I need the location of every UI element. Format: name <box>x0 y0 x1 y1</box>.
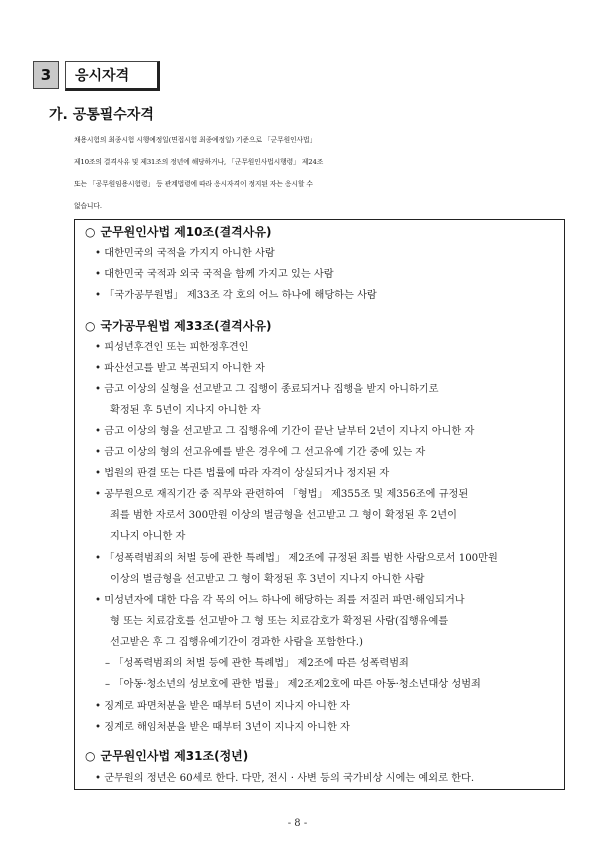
group-title <box>85 223 271 240</box>
list-item-continuation: 형 또는 치료감호를 선고받아 그 형 또는 치료감호가 확정된 사람(집행유예를 <box>110 615 449 627</box>
subsection-title: 가. 공통필수자격 <box>49 107 154 123</box>
list-item-continuation: 죄를 범한 자로서 300만원 이상의 벌금형을 선고받고 그 형이 확정된 후 2년이 <box>110 510 457 522</box>
intro-line: 채용시험의 최종시험 시행예정일(면접시험 최종예정일) 기준으로 「군무원인사법」 <box>74 136 317 144</box>
section-number: 3 <box>33 61 59 89</box>
group-title-text: 군무원인사법 제31조(정년) <box>100 749 249 764</box>
list-item: • 미성년자에 대한 다음 각 목의 어느 하나에 해당하는 죄를 저질러 파면·해임되거나 <box>95 594 465 606</box>
circle-bullet-icon: ○ <box>85 319 96 334</box>
list-item: • 대한민국 국적과 외국 국적을 함께 가지고 있는 사람 <box>95 269 334 281</box>
intro-line: 제10조의 결격사유 및 제31조의 정년에 해당하거나, 「군무원인사법시행령」 제24조 <box>74 158 324 166</box>
list-item-continuation: 지나지 아니한 자 <box>110 531 186 543</box>
list-item: • 법원의 판결 또는 다른 법률에 따라 자격이 상실되거나 정지된 자 <box>95 468 390 480</box>
circle-bullet-icon: ○ <box>85 749 96 764</box>
list-item: • 공무원으로 재직기간 중 직무와 관련하여 「형법」 제355조 및 제356조에 규정된 <box>95 489 469 501</box>
list-item-continuation: 확정된 후 5년이 지나지 아니한 자 <box>110 404 261 416</box>
section-header <box>33 61 160 89</box>
list-item: • 징계로 파면처분을 받은 때부터 5년이 지나지 아니한 자 <box>95 700 350 712</box>
intro-line: 없습니다. <box>74 202 102 210</box>
list-item: • 피성년후견인 또는 피한정후견인 <box>95 342 249 354</box>
list-item: • 파산선고를 받고 복권되지 아니한 자 <box>95 363 265 375</box>
intro-paragraph <box>74 129 568 217</box>
sub-list-item: – 「아동·청소년의 성보호에 관한 법률」 제2조제2호에 따른 아동·청소년대상 성범죄 <box>105 679 481 691</box>
list-item-continuation: 이상의 벌금형을 선고받고 그 형이 확정된 후 3년이 지나지 아니한 사람 <box>110 573 425 585</box>
list-item: • 「성폭력범죄의 처벌 등에 관한 특례법」 제2조에 규정된 죄를 범한 사람으로서 100만원 <box>95 552 498 564</box>
intro-line: 또는 「공무원임용시험령」 등 관계법령에 따라 응시자격이 정지된 자는 응시할 수 <box>74 180 313 188</box>
group-title <box>85 747 248 764</box>
sub-list-item: – 「성폭력범죄의 처벌 등에 관한 특례법」 제2조에 따른 성폭력범죄 <box>105 658 409 670</box>
list-item: • 군무원의 정년은 60세로 한다. 다만, 전시 · 사변 등의 국가비상 시에는 예외로 한다. <box>95 772 475 784</box>
page-number: - 8 - <box>287 818 308 829</box>
list-item: • 금고 이상의 실형을 선고받고 그 집행이 종료되거나 집행을 받지 아니하기로 <box>95 384 439 396</box>
list-item: • 「국가공무원법」 제33조 각 호의 어느 하나에 해당하는 사람 <box>95 290 377 302</box>
group-title-text: 군무원인사법 제10조(결격사유) <box>100 224 272 239</box>
list-item: • 징계로 해임처분을 받은 때부터 3년이 지나지 아니한 자 <box>95 721 350 733</box>
group-title <box>85 317 271 334</box>
list-item: • 금고 이상의 형을 선고받고 그 집행유예 기간이 끝난 날부터 2년이 지나지 아니한 자 <box>95 425 475 437</box>
requirements-box <box>74 219 565 790</box>
list-item-continuation: 선고받은 후 그 집행유예기간이 경과한 사람을 포함한다.) <box>110 637 363 649</box>
circle-bullet-icon: ○ <box>85 224 96 239</box>
list-item: • 대한민국의 국적을 가지지 아니한 사람 <box>95 248 275 260</box>
group-title-text: 국가공무원법 제33조(결격사유) <box>100 319 272 334</box>
list-item: • 금고 이상의 형의 선고유예를 받은 경우에 그 선고유예 기간 중에 있는 자 <box>95 446 426 458</box>
section-title: 응시자격 <box>65 61 160 91</box>
